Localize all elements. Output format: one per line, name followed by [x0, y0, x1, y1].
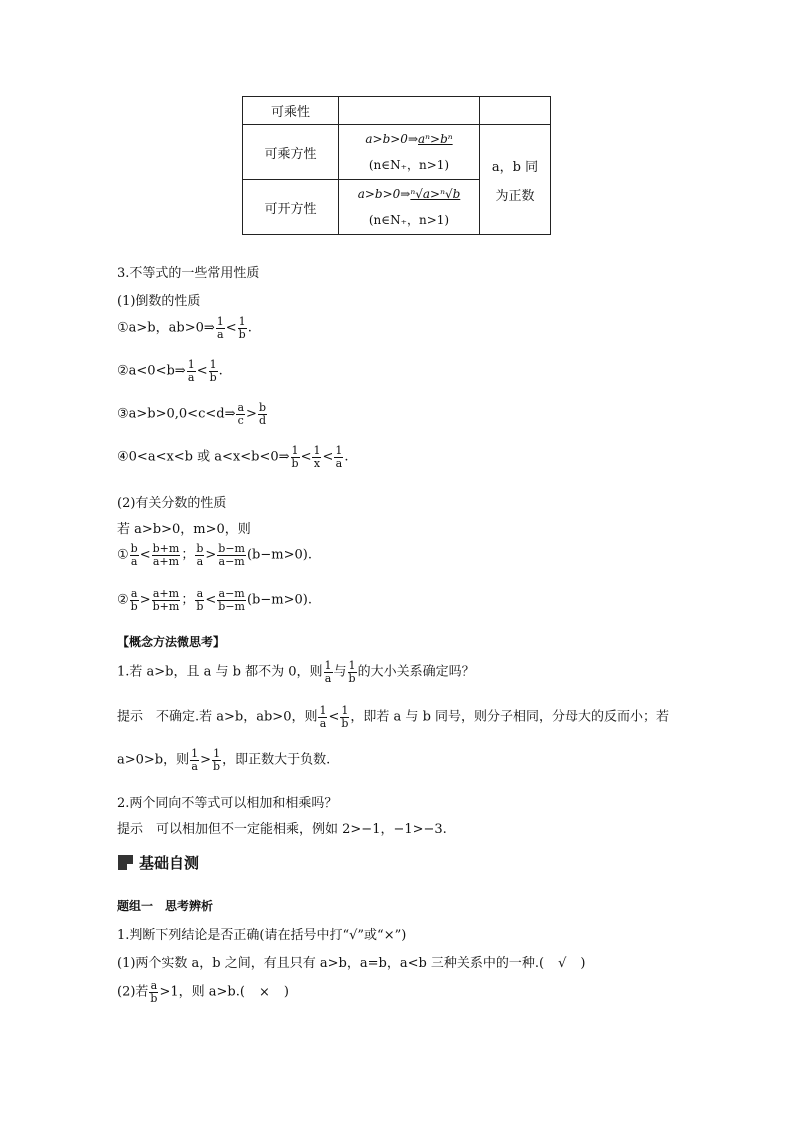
reciprocal-property-2: ②a<0<b⇒ $\frac{1}{a}$ < $\frac{1}{b}$ . — [117, 358, 223, 384]
question-2: 2.两个同向不等式可以相加和相乘吗？ — [117, 796, 338, 811]
question-group-1: 题组一 思考辨析 — [117, 899, 214, 913]
section-square-icon — [118, 855, 133, 870]
judge-item-2-answer: × — [258, 984, 270, 1000]
reciprocal-property-3: ③a>b>0,0<c<d⇒ $\frac{a}{c}$ > $\frac{b}{d}$ — [117, 401, 266, 427]
fraction-condition: 若 a>b>0，m>0，则 — [117, 522, 251, 537]
properties-table — [242, 96, 551, 235]
power-premise: a>b>0⇒ — [365, 131, 418, 146]
root-answer: ⁿ√a>ⁿ√b — [410, 186, 461, 201]
judge-item-2: (2)若 $\frac{a}{b}$ >1，则 a>b.( × ) — [117, 979, 289, 1005]
judge-item-1-answer: √ — [558, 956, 567, 971]
question-1: 1.若 a>b，且 a 与 b 都不为 0，则 $\frac{1}{a}$ 与 $\frac{1}{b}$ 的大小关系确定吗？ — [117, 659, 475, 685]
judge-instructions: 1.判断下列结论是否正确(请在括号中打“√”或“×”) — [117, 928, 407, 943]
section-3-title: 3.不等式的一些常用性质 — [117, 266, 260, 281]
hint-2: 提示 可以相加但不一定能相乘，例如 2>−1，−1>−3. — [117, 822, 447, 837]
note-line-2: 为正数 — [495, 188, 535, 204]
subsection-fraction-title: (2)有关分数的性质 — [117, 496, 227, 511]
reciprocal-property-1: ①a>b，ab>0⇒ $\frac{1}{a}$ < $\frac{1}{b}$ . — [117, 315, 252, 341]
hint-1-continued: a>0>b，则 $\frac{1}{a}$ > $\frac{1}{b}$ ，即正数大于负数. — [117, 747, 331, 773]
row1-formula-cell — [339, 97, 480, 125]
row1-note-cell — [480, 97, 551, 125]
fraction-property-1: ① $\frac{b}{a}$ < $\frac{b+m}{a+m}$ ； $\frac{b}{a}$ > $\frac{b-m}{a-m}$ (b−m>0). — [117, 542, 312, 568]
subsection-reciprocal-title: (1)倒数的性质 — [117, 294, 201, 309]
basic-self-test-header — [118, 852, 199, 873]
root-premise: a>b>0⇒ — [357, 186, 411, 201]
note-line-1: a，b 同 — [491, 159, 539, 175]
fraction-property-2: ② $\frac{a}{b}$ > $\frac{a+m}{b+m}$ ； $\frac{a}{b}$ < $\frac{a-m}{b-m}$ (b−m>0). — [117, 587, 312, 613]
row-label-root: 可开方性 — [243, 180, 339, 235]
note-cell — [480, 125, 551, 235]
think-section-title: 【概念方法微思考】 — [117, 635, 226, 649]
basic-self-test-title: 基础自测 — [139, 854, 200, 872]
row-label-power: 可乘方性 — [243, 125, 339, 180]
row-label-multiplicative: 可乘性 — [243, 97, 339, 125]
judge-item-1: (1)两个实数 a，b 之间，有且只有 a>b，a=b，a<b 三种关系中的一种.( √ ) — [117, 956, 586, 971]
hint-1: 提示 不确定.若 a>b，ab>0，则 $\frac{1}{a}$ < $\frac{1}{b}$ ，即若 a 与 b 同号，则分子相同，分母大的反而小；若 — [117, 704, 670, 730]
reciprocal-property-4: ④0<a<x<b 或 a<x<b<0⇒ $\frac{1}{b}$ < $\frac{1}{x}$ < $\frac{1}{a}$ . — [117, 444, 349, 470]
row3-formula-cell — [339, 180, 480, 235]
row2-formula-cell — [339, 125, 480, 180]
power-answer: aⁿ>bⁿ — [418, 131, 453, 146]
root-condition: (n∈N₊，n>1) — [368, 212, 450, 227]
power-condition: (n∈N₊，n>1) — [368, 157, 450, 172]
